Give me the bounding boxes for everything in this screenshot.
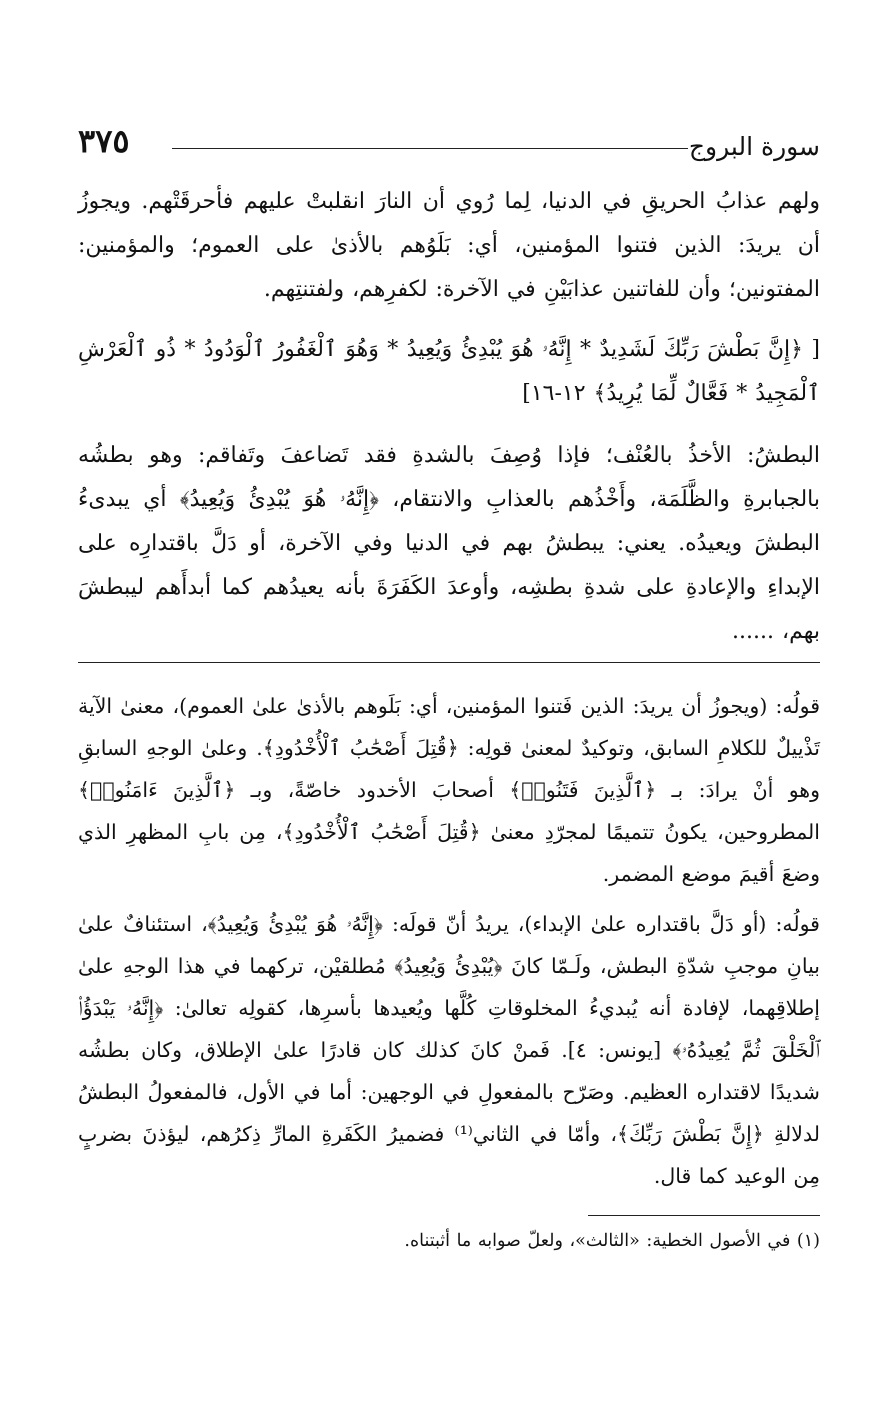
body-paragraph: ولهم عذابُ الحريقِ في الدنيا، لِما رُوي أن النارَ انقلبتْ عليهم فأحرقَتْهم. ويجوزُ أن يريدَ: الذين فتنوا المؤمنين، أي: بَلَوُهم بالأذىٰ على العموم؛ والمؤمنين: المفتونين؛ وأن للفاتنين عذابَيْنِ في الآخرة: لكفرِهم، ولفتنتِهم. bbox=[78, 189, 820, 302]
page-header bbox=[78, 118, 820, 174]
header-rule bbox=[172, 148, 688, 149]
commentary-paragraph: قولُه: (أو دَلَّ باقتداره علىٰ الإبداء)، يريدُ أنّ قولَه: ﴿إِنَّهُۥ هُوَ يُبْدِئُ وَيُعِيدُ﴾، استئنافٌ علىٰ بيانِ موجبِ شدّةِ البطش، ولَـمّا كانَ ﴿يُبْدِئُ وَيُعِيدُ﴾ مُطلقيْن، تركهما في هذا الوجهِ علىٰ إطلاقِهما، لإفادة أنه يُبديءُ المخلوقاتِ كُلَّها ويُعيدها بأسرِها، كقولِه تعالىٰ: ﴿إِنَّهُۥ يَبْدَؤُا۟ ٱلْخَلْقَ ثُمَّ يُعِيدُهُۥ﴾ [يونس: ٤]. فَمنْ كانَ كذلك كان قادرًا علىٰ الإطلاق، وكان بطشُه شديدًا لاقتداره العظيم. وصَرّح بالمفعولِ في الوجهين: أما في الأول، فالمفعولُ البطشُ لدلالةِ ﴿إِنَّ بَطْشَ رَبِّكَ﴾، وأمّا في الثاني⁽¹⁾ فضميرُ الكَفَرةِ المارِّ ذِكرُهم، ليؤذنَ بضربٍ مِن الوعيد كما قال. bbox=[78, 912, 820, 1188]
surah-title: سورة البروج bbox=[688, 132, 820, 161]
commentary-paragraph: قولُه: (ويجوزُ أن يريدَ: الذين فَتنوا المؤمنين، أي: بَلَوهم بالأذىٰ علىٰ العموم)، معنىٰ الآية تَذْييلٌ للكلامِ السابق، وتوكيدٌ لمعنىٰ قولِه: ﴿قُتِلَ أَصْحَٰبُ ٱلْأُخْدُودِ﴾. وعلىٰ الوجهِ السابقِ وهو أنْ يرادَ: بـ ﴿ٱلَّذِينَ فَتَنُوا۟﴾ أصحابَ الأخدود خاصّةً، وبـ ﴿ٱلَّذِينَ ءَامَنُوا۟﴾ المطروحين، يكونُ تتميمًا لمجرّدِ معنىٰ ﴿قُتِلَ أَصْحَٰبُ ٱلْأُخْدُودِ﴾، مِن بابِ المظهرِ الذي وضعَ أقيمَ موضع المضمر. bbox=[78, 694, 820, 886]
footnote: (١) في الأصول الخطية: «الثالث»، ولعلّ صوابه ما أثبتناه. bbox=[404, 1231, 820, 1251]
body-paragraph: البطشُ: الأخذُ بالعُنْف؛ فإذا وُصِفَ بالشدةِ فقد تَضاعفَ وتَفاقم: وهو بطشُه بالجبابرةِ والظَّلَمَة، وأَخْذُهم بالعذابِ والانتقام، ﴿إِنَّهُۥ هُوَ يُبْدِئُ وَيُعِيدُ﴾ أي يبدىءُ البطشَ ويعيدُه. يعني: يبطشُ بهم في الدنيا وفي الآخرة، أو دَلَّ باقتدارِه على الإبداءِ والإعادةِ على شدةِ بطشِه، وأوعدَ الكَفَرَةَ بأنه يعيدُهم كما أبدأَهم ليبطشَ بهم، ...... bbox=[78, 443, 820, 644]
commentary-separator bbox=[78, 662, 820, 663]
quran-verse-block: [ ﴿إِنَّ بَطْشَ رَبِّكَ لَشَدِيدٌ * إِنَّهُۥ هُوَ يُبْدِئُ وَيُعِيدُ * وَهُوَ ٱلْغَفُورُ ٱلْوَدُودُ * ذُو ٱلْعَرْشِ ٱلْمَجِيدُ * فَعَّالٌ لِّمَا يُرِيدُ﴾ ١٢-١٦] bbox=[78, 337, 820, 406]
footnote-separator bbox=[588, 1215, 820, 1216]
book-page bbox=[78, 118, 820, 1256]
page-number: ٣٧٥ bbox=[78, 122, 130, 160]
